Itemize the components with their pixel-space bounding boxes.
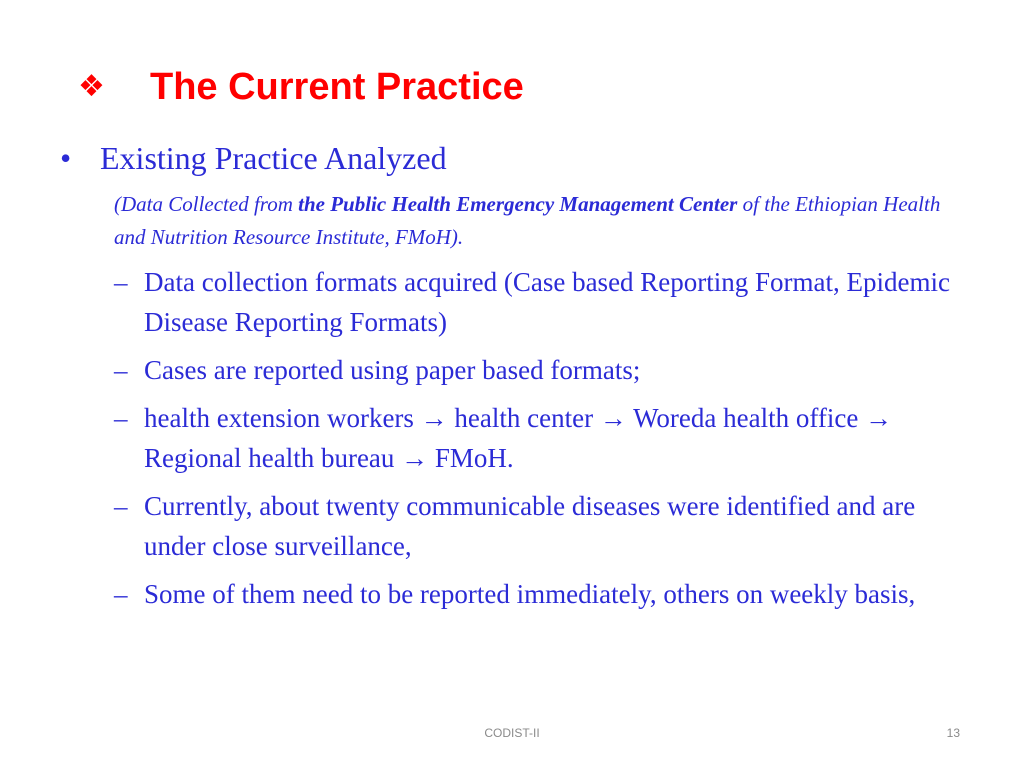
sub-bullet-text: Cases are reported using paper based formats; [144, 355, 641, 385]
sub-bullet-item [114, 398, 954, 478]
sub-bullet-item [114, 574, 954, 614]
slide-title: The Current Practice [150, 66, 524, 108]
dash-bullet-icon: – [114, 491, 128, 521]
source-note [114, 188, 964, 254]
sub-bullet-text: health extension workers → health center → Woreda health office → Regional health bureau → FMoH. [144, 403, 893, 473]
bullet-dot-icon: • [60, 140, 72, 176]
sub-bullet-text: Currently, about twenty communicable diseases were identified and are under close surveillance, [144, 491, 916, 561]
page-number: 13 [946, 726, 960, 740]
footer-label: CODIST-II [484, 726, 540, 740]
dash-bullet-icon: – [114, 579, 128, 609]
sub-bullet-item [114, 486, 954, 566]
sub-bullet-item [114, 262, 954, 342]
dash-bullet-icon: – [114, 403, 128, 433]
diamond-bullet-icon: ❖ [78, 69, 105, 104]
bullet-item-level1 [60, 136, 960, 182]
source-note-prefix: (Data Collected from [114, 192, 299, 216]
source-note-bold: the Public Health Emergency Management Center [298, 192, 738, 216]
slide-content [60, 136, 960, 614]
sub-bullet-item [114, 350, 954, 390]
dash-bullet-icon: – [114, 267, 128, 297]
sub-bullet-text: Data collection formats acquired (Case based Reporting Format, Epidemic Disease Reporting Formats) [144, 267, 950, 337]
sub-bullet-text: Some of them need to be reported immediately, others on weekly basis, [144, 579, 916, 609]
dash-bullet-icon: – [114, 355, 128, 385]
slide-title-row [78, 62, 524, 112]
bullet-text: Existing Practice Analyzed [100, 140, 447, 176]
source-note-suffix: of the Ethiopian Health and Nutrition Resource Institute, FMoH). [114, 192, 941, 249]
